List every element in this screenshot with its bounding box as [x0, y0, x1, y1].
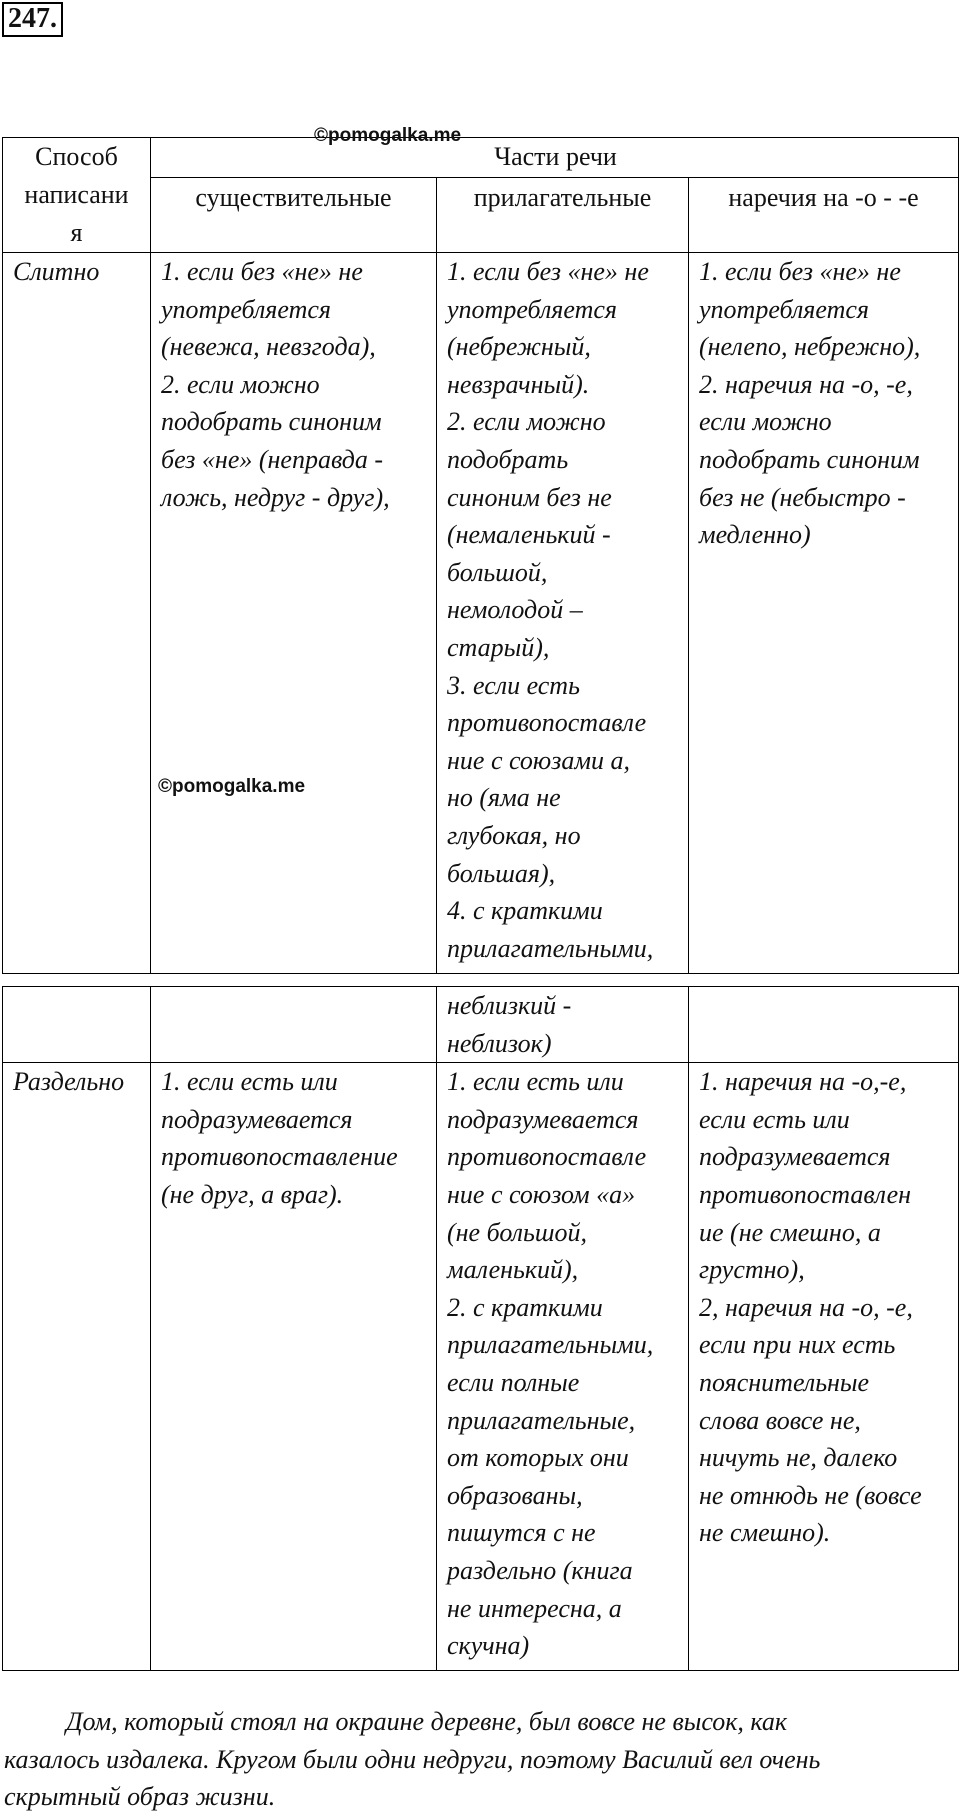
- row-label-together: Слитно: [3, 253, 151, 974]
- header-adjectives: прилагательные: [437, 178, 689, 253]
- rules-table-2: [2, 986, 959, 1671]
- cell-adverbs-separate: 1. наречия на -о,-е, если есть или подразумевается противопоставлен ие (не смешно, а грустно), 2, наречия на -о, -е, если при них есть пояснительные слова вовсе не, ничуть не, далеко не отнюдь не (вовсе не смешно).: [689, 1063, 959, 1671]
- header-method: Способ написани я: [3, 138, 151, 253]
- cont-empty-label: [3, 987, 151, 1063]
- example-paragraph: Дом, который стоял на окраине деревне, был вовсе не высок, как казалось издалека. Кругом были одни недруги, поэтому Василий вел очень скрытный образ жизни.: [4, 1707, 821, 1812]
- cont-empty-adverbs: [689, 987, 959, 1063]
- cell-adverbs-together: 1. если без «не» не употребляется (нелепо, небрежно), 2. наречия на -о, -е, если можно подобрать синоним без не (небыстро - медленно): [689, 253, 959, 974]
- cell-adjectives-continued: неблизкий - неблизок): [437, 987, 689, 1063]
- watermark-top: ©pomogalka.me: [314, 125, 462, 146]
- header-parts-of-speech: Части речи: [151, 138, 959, 178]
- header-nouns: существительные: [151, 178, 437, 253]
- cell-nouns-together: 1. если без «не» не употребляется (невежа, невзгода), 2. если можно подобрать синоним без «не» (неправда - ложь, недруг - друг),: [151, 253, 437, 974]
- watermark-middle: ©pomogalka.me: [158, 776, 306, 797]
- cell-adjectives-together: 1. если без «не» не употребляется (небрежный, невзрачный). 2. если можно подобрать синоним без не (немаленький - большой, немолодой – старый), 3. если есть противопоставле ние с союзами а, но (яма не глубокая, но большая), 4. с краткими прилагательными,: [437, 253, 689, 974]
- header-adverbs: наречия на -о - -е: [689, 178, 959, 253]
- row-label-separate: Раздельно: [3, 1063, 151, 1671]
- rules-table-1: [2, 137, 959, 974]
- cont-empty-nouns: [151, 987, 437, 1063]
- cell-nouns-separate: 1. если есть или подразумевается противопоставление (не друг, а враг).: [151, 1063, 437, 1671]
- cell-adjectives-separate: 1. если есть или подразумевается противопоставле ние с союзом «а» (не большой, маленький), 2. с краткими прилагательными, если полные прилагательные, от которых они образованы, пишутся с не раздельно (книга не интересна, а скучна): [437, 1063, 689, 1671]
- exercise-number: 247.: [2, 2, 63, 37]
